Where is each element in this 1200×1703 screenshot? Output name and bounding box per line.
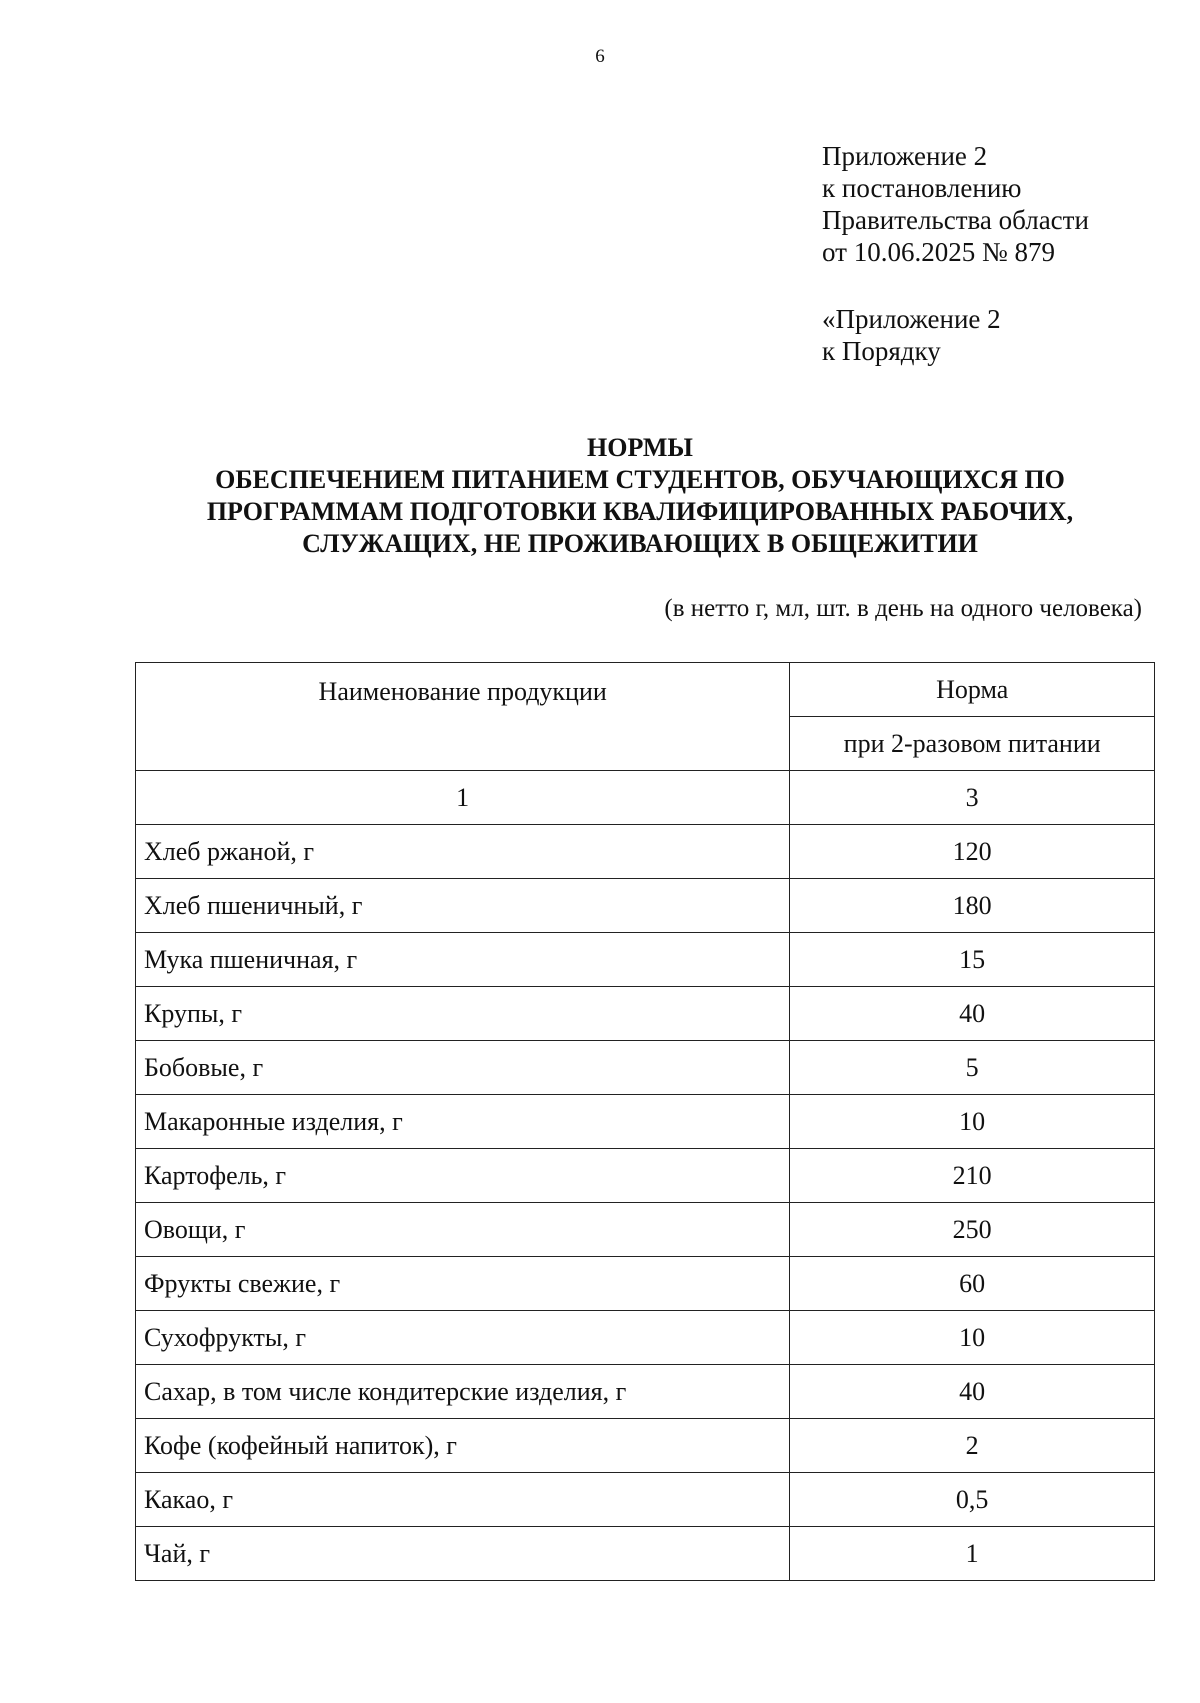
product-name-cell: Сахар, в том числе кондитерские изделия, г bbox=[136, 1365, 790, 1419]
document-title bbox=[80, 432, 1200, 560]
product-name-cell: Сухофрукты, г bbox=[136, 1311, 790, 1365]
product-name-cell: Какао, г bbox=[136, 1473, 790, 1527]
title-line: ПРОГРАММАМ ПОДГОТОВКИ КВАЛИФИЦИРОВАННЫХ РАБОЧИХ, bbox=[206, 497, 1074, 526]
table-row bbox=[136, 987, 1155, 1041]
table-row bbox=[136, 1527, 1155, 1581]
product-name-cell: Бобовые, г bbox=[136, 1041, 790, 1095]
norm-value-cell: 0,5 bbox=[790, 1473, 1155, 1527]
appendix-header bbox=[822, 140, 1089, 268]
title-line: ОБЕСПЕЧЕНИЕМ ПИТАНИЕМ СТУДЕНТОВ, ОБУЧАЮЩИХСЯ ПО bbox=[215, 465, 1065, 494]
column-number: 3 bbox=[790, 771, 1155, 825]
column-number-row bbox=[136, 771, 1155, 825]
units-note: (в нетто г, мл, шт. в день на одного человека) bbox=[664, 595, 1142, 622]
column-number: 1 bbox=[136, 771, 790, 825]
norms-table-body bbox=[136, 825, 1155, 1581]
norm-value-cell: 210 bbox=[790, 1149, 1155, 1203]
norms-table bbox=[135, 662, 1155, 1581]
table-row bbox=[136, 1095, 1155, 1149]
appendix-line: Правительства области bbox=[822, 205, 1089, 235]
norm-value-cell: 15 bbox=[790, 933, 1155, 987]
norm-value-cell: 180 bbox=[790, 879, 1155, 933]
appendix-line: к постановлению bbox=[822, 173, 1022, 203]
norm-value-cell: 250 bbox=[790, 1203, 1155, 1257]
table-row bbox=[136, 933, 1155, 987]
appendix-order bbox=[822, 303, 1001, 367]
table-row bbox=[136, 1149, 1155, 1203]
norm-value-cell: 60 bbox=[790, 1257, 1155, 1311]
table-row bbox=[136, 1257, 1155, 1311]
product-name-cell: Макаронные изделия, г bbox=[136, 1095, 790, 1149]
appendix-line: от 10.06.2025 № 879 bbox=[822, 237, 1055, 267]
table-row bbox=[136, 1419, 1155, 1473]
header-product-name: Наименование продукции bbox=[136, 663, 790, 771]
table-row bbox=[136, 825, 1155, 879]
header-row bbox=[136, 663, 1155, 717]
norm-value-cell: 2 bbox=[790, 1419, 1155, 1473]
title-line: СЛУЖАЩИХ, НЕ ПРОЖИВАЮЩИХ В ОБЩЕЖИТИИ bbox=[302, 529, 978, 558]
table-row bbox=[136, 1473, 1155, 1527]
product-name-cell: Хлеб ржаной, г bbox=[136, 825, 790, 879]
page-number: 6 bbox=[595, 46, 605, 67]
appendix-order-line: к Порядку bbox=[822, 336, 941, 366]
norm-value-cell: 120 bbox=[790, 825, 1155, 879]
table-row bbox=[136, 879, 1155, 933]
product-name-cell: Крупы, г bbox=[136, 987, 790, 1041]
norm-value-cell: 1 bbox=[790, 1527, 1155, 1581]
product-name-cell: Хлеб пшеничный, г bbox=[136, 879, 790, 933]
product-name-cell: Овощи, г bbox=[136, 1203, 790, 1257]
header-norm-sub: при 2-разовом питании bbox=[790, 717, 1155, 771]
table-row bbox=[136, 1203, 1155, 1257]
product-name-cell: Кофе (кофейный напиток), г bbox=[136, 1419, 790, 1473]
header-norm: Норма bbox=[790, 663, 1155, 717]
table-row bbox=[136, 1365, 1155, 1419]
product-name-cell: Чай, г bbox=[136, 1527, 790, 1581]
norm-value-cell: 10 bbox=[790, 1095, 1155, 1149]
appendix-order-line: «Приложение 2 bbox=[822, 304, 1001, 334]
title-line: НОРМЫ bbox=[587, 433, 693, 462]
norm-value-cell: 40 bbox=[790, 987, 1155, 1041]
norm-value-cell: 40 bbox=[790, 1365, 1155, 1419]
product-name-cell: Картофель, г bbox=[136, 1149, 790, 1203]
table-row bbox=[136, 1311, 1155, 1365]
norm-value-cell: 10 bbox=[790, 1311, 1155, 1365]
norms-table-head bbox=[136, 663, 1155, 825]
norm-value-cell: 5 bbox=[790, 1041, 1155, 1095]
product-name-cell: Фрукты свежие, г bbox=[136, 1257, 790, 1311]
product-name-cell: Мука пшеничная, г bbox=[136, 933, 790, 987]
table-row bbox=[136, 1041, 1155, 1095]
appendix-line: Приложение 2 bbox=[822, 141, 988, 171]
